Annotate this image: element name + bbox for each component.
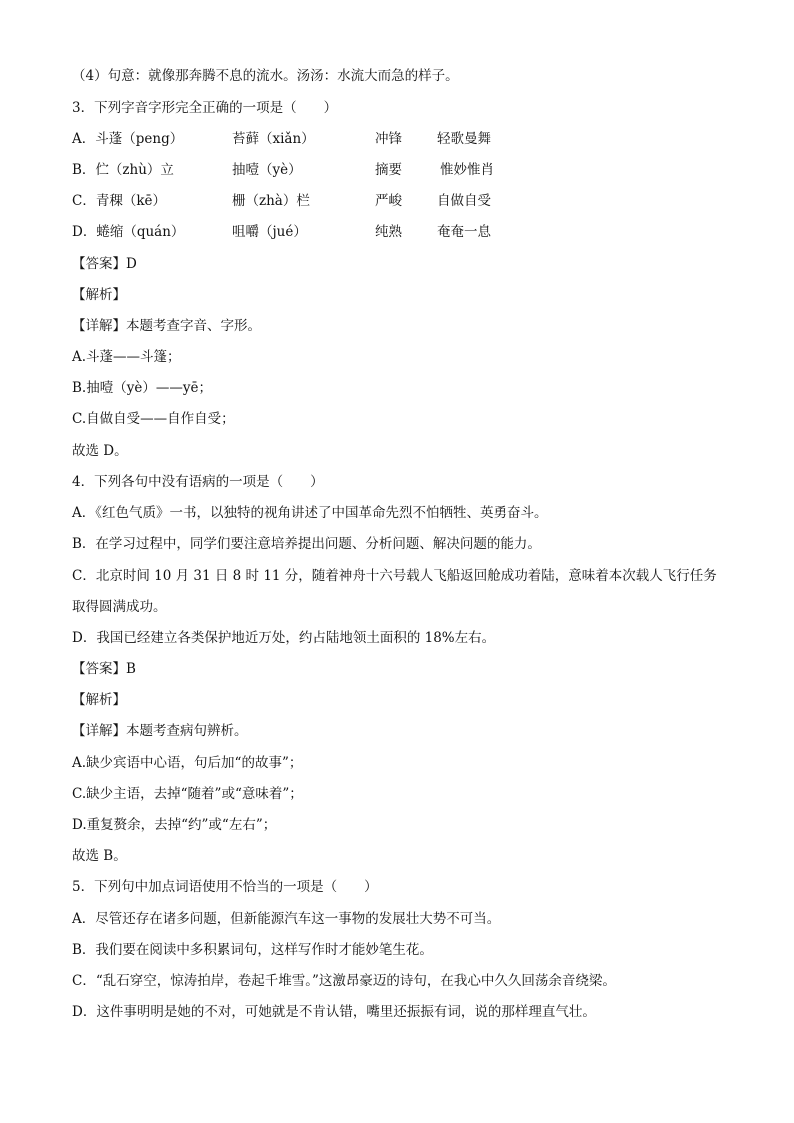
q3-analysis-heading: 【解析】 xyxy=(72,287,126,303)
q2-explanation-line: （4）句意：就像那奔腾不息的流水。汤汤：水流大而急的样子。 xyxy=(72,68,459,84)
q5-option-c: C．“乱石穿空，惊涛拍岸，卷起千堆雪。”这激昂豪迈的诗句，在我心中久久回荡余音绕梁。 xyxy=(72,973,616,989)
q4-option-a: A．《红色气质》一书，以独特的视角讲述了中国革命先烈不怕牺牲、英勇奋斗。 xyxy=(72,505,548,521)
q4-note-d: D.重复赘余，去掉“约”或“左右”； xyxy=(72,817,277,833)
q5-option-b: B．我们要在阅读中多积累词句，这样写作时才能妙笔生花。 xyxy=(72,942,433,958)
q4-analysis-heading: 【解析】 xyxy=(72,692,126,708)
q4-detail: 【详解】本题考查病句辨析。 xyxy=(72,723,248,739)
q3-option-a-c2: 苔藓（xiǎn） xyxy=(232,131,315,147)
q4-note-c: C.缺少主语，去掉“随着”或“意味着”； xyxy=(72,786,303,802)
q3-conclusion: 故选 D。 xyxy=(72,443,128,459)
q3-note-a: A.斗蓬——斗篷； xyxy=(72,349,181,365)
q3-detail: 【详解】本题考查字音、字形。 xyxy=(72,318,261,334)
q4-conclusion: 故选 B。 xyxy=(72,848,127,864)
q3-option-b-c2: 抽噎（yè） xyxy=(232,162,302,178)
q3-option-c-c2: 栅（zhà）栏 xyxy=(232,193,310,209)
q3-option-c-c1: C．青稞（kē） xyxy=(72,193,166,209)
q3-option-d-c2: 咀嚼（jué） xyxy=(232,224,307,240)
q5-option-d: D．这件事明明是她的不对，可她就是不肯认错，嘴里还振振有词，说的那样理直气壮。 xyxy=(72,1004,596,1020)
q3-option-a-c3: 冲锋 xyxy=(375,131,402,147)
q3-option-c-c3: 严峻 xyxy=(375,193,402,209)
q3-option-d-c4: 奄奄一息 xyxy=(437,224,491,240)
q3-option-c-c4: 自做自受 xyxy=(437,193,491,209)
q4-note-a: A.缺少宾语中心语，句后加“的故事”； xyxy=(72,755,303,771)
q4-option-d: D．我国已经建立各类保护地近万处，约占陆地领土面积的 18%左右。 xyxy=(72,630,496,646)
q4-option-c: C．北京时间 10 月 31 日 8 时 11 分，随着神舟十六号载人飞船返回舱成功着陆，意味着本次载人飞行任务 xyxy=(72,568,717,584)
q3-option-b-c1: B．伫（zhù）立 xyxy=(72,162,174,178)
q3-option-a-c4: 轻歌曼舞 xyxy=(437,131,491,147)
q3-option-b-c3: 摘要 xyxy=(375,162,402,178)
q3-note-c: C.自做自受——自作自受； xyxy=(72,411,235,427)
q3-option-d-c1: D．蜷缩（quán） xyxy=(72,224,185,240)
q4-option-c-cont: 取得圆满成功。 xyxy=(72,599,167,615)
q3-answer: 【答案】D xyxy=(72,256,137,272)
q3-option-d-c3: 纯熟 xyxy=(375,224,402,240)
q4-answer: 【答案】B xyxy=(72,661,136,677)
q3-option-a-c1: A．斗蓬（peng） xyxy=(72,131,184,147)
q3-note-b: B.抽噎（yè）——yē； xyxy=(72,380,212,396)
q5-option-a: A．尽管还存在诸多问题，但新能源汽车这一事物的发展壮大势不可当。 xyxy=(72,911,501,927)
q3-stem: 3．下列字音字形完全正确的一项是（ ） xyxy=(72,100,338,116)
q4-option-b: B．在学习过程中，同学们要注意培养提出问题、分析问题、解决问题的能力。 xyxy=(72,536,541,552)
q4-stem: 4．下列各句中没有语病的一项是（ ） xyxy=(72,474,324,490)
q5-stem: 5．下列句中加点词语使用不恰当的一项是（ ） xyxy=(72,879,378,895)
q3-option-b-c4: 惟妙惟肖 xyxy=(440,162,494,178)
